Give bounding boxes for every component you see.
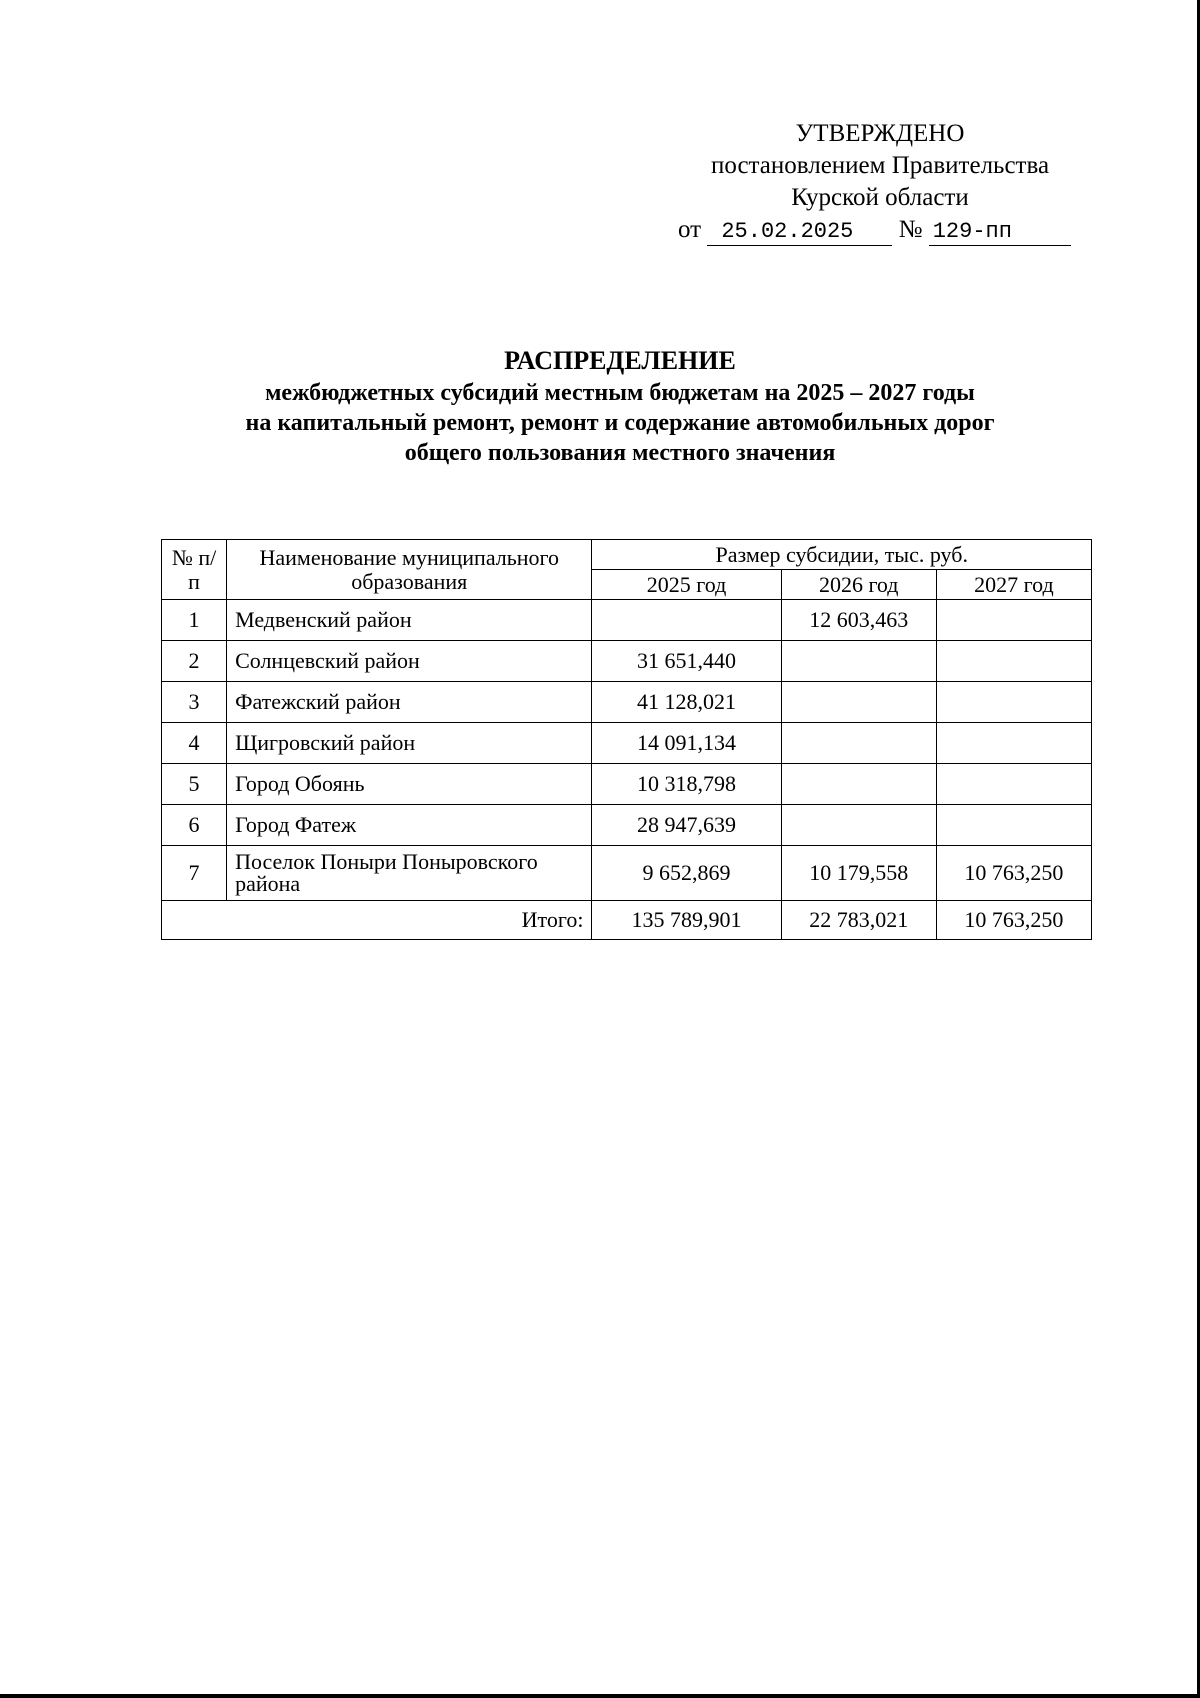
row-name: Щигровский район — [227, 723, 592, 764]
row-name: Поселок Поныри Поныровского района — [227, 846, 592, 901]
row-num: 2 — [162, 641, 227, 682]
row-2026 — [781, 682, 936, 723]
row-2025: 14 091,134 — [592, 723, 781, 764]
document-title — [120, 344, 1120, 468]
header-name: Наименование муниципального образования — [227, 540, 592, 600]
table-row — [162, 600, 1092, 641]
number-label: № — [898, 216, 923, 243]
scan-border-bottom — [0, 1694, 1200, 1698]
row-2025: 10 318,798 — [592, 764, 781, 805]
title-line-1: межбюджетных субсидий местным бюджетам на 2025 – 2027 годы — [265, 380, 975, 406]
row-2027 — [936, 723, 1091, 764]
approval-block — [660, 118, 1100, 246]
row-2025: 41 128,021 — [592, 682, 781, 723]
table-row — [162, 764, 1092, 805]
table-total-row — [162, 901, 1092, 940]
approval-line-1: постановлением Правительства — [710, 152, 1050, 179]
header-year-2027: 2027 год — [936, 570, 1091, 600]
subsidy-table — [161, 539, 1092, 940]
table-row — [162, 723, 1092, 764]
table-header-row-1 — [162, 540, 1092, 570]
approval-stamp: УТВЕРЖДЕНО — [795, 120, 965, 147]
row-name: Город Обоянь — [227, 764, 592, 805]
total-2026: 22 783,021 — [781, 901, 936, 940]
row-2026 — [781, 723, 936, 764]
row-2025: 31 651,440 — [592, 641, 781, 682]
approval-number: 129-пп — [929, 219, 1071, 246]
row-2025: 28 947,639 — [592, 805, 781, 846]
header-num: № п/п — [162, 540, 227, 600]
table-row — [162, 805, 1092, 846]
row-num: 6 — [162, 805, 227, 846]
title-line-3: общего пользования местного значения — [404, 440, 836, 466]
row-2025: 9 652,869 — [592, 846, 781, 901]
header-year-2026: 2026 год — [781, 570, 936, 600]
row-name: Фатежский район — [227, 682, 592, 723]
row-2027 — [936, 805, 1091, 846]
row-2027: 10 763,250 — [936, 846, 1091, 901]
row-2026: 12 603,463 — [781, 600, 936, 641]
row-2026 — [781, 641, 936, 682]
row-2026 — [781, 805, 936, 846]
header-amount-group: Размер субсидии, тыс. руб. — [592, 540, 1092, 570]
approval-date: 25.02.2025 — [707, 219, 892, 246]
total-2027: 10 763,250 — [936, 901, 1091, 940]
approval-line-2: Курской области — [791, 184, 969, 211]
row-2026 — [781, 764, 936, 805]
row-2027 — [936, 764, 1091, 805]
table-row — [162, 846, 1092, 901]
row-2027 — [936, 641, 1091, 682]
total-label: Итого: — [162, 901, 592, 940]
row-num: 4 — [162, 723, 227, 764]
row-num: 1 — [162, 600, 227, 641]
row-2027 — [936, 682, 1091, 723]
row-name: Медвенский район — [227, 600, 592, 641]
row-2027 — [936, 600, 1091, 641]
from-label: от — [678, 216, 702, 243]
row-num: 7 — [162, 846, 227, 901]
header-year-2025: 2025 год — [592, 570, 781, 600]
total-2025: 135 789,901 — [592, 901, 781, 940]
row-num: 5 — [162, 764, 227, 805]
row-num: 3 — [162, 682, 227, 723]
row-2025 — [592, 600, 781, 641]
title-line-2: на капитальный ремонт, ремонт и содержание автомобильных дорог — [245, 410, 995, 436]
table-row — [162, 682, 1092, 723]
table-row — [162, 641, 1092, 682]
row-name: Город Фатеж — [227, 805, 592, 846]
approval-date-line — [660, 214, 1100, 246]
title-heading: РАСПРЕДЕЛЕНИЕ — [504, 346, 736, 375]
row-2026: 10 179,558 — [781, 846, 936, 901]
row-name: Солнцевский район — [227, 641, 592, 682]
